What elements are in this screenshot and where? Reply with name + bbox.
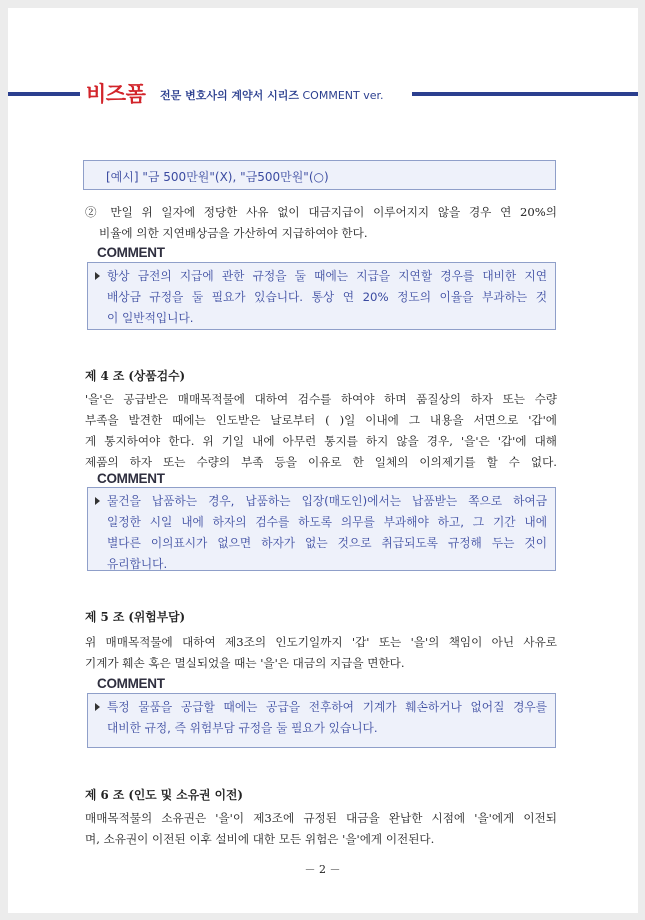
article-5-body: [85, 632, 557, 674]
clause-2-line: ② 만일 위 일자에 정당한 사유 없이 대금지급이 이루어지지 않을 경우 연 20%의: [85, 205, 557, 219]
article-6-title: 제 6 조 (인도 및 소유권 이전): [85, 788, 243, 802]
article-line: '을'은 공급받은 매매목적물에 대하여 검수를 하여야 하며 품질상의 하자 또는 수량: [85, 392, 557, 406]
clause-2-line: 비율에 의한 지연배상금을 가산하여 지급하여야 한다.: [99, 226, 368, 240]
header-subtitle: [160, 87, 384, 103]
comment-line: 유리합니다.: [107, 557, 168, 571]
page-number: － 2 －: [304, 863, 341, 876]
bullet-arrow-icon: [95, 272, 100, 280]
clause-2: [85, 202, 557, 244]
article-line: 부족을 발견한 때에는 인도받은 날로부터 ( )일 이내에 그 내용을 서면으로 '갑'에: [85, 413, 557, 427]
header-subtitle-series: 전문 변호사의 계약서 시리즈: [160, 89, 299, 102]
comment-line: 항상 금전의 지급에 관한 규정을 둘 때에는 지급을 지연할 경우를 대비한 지연: [107, 269, 547, 283]
article-line: 며, 소유권이 이전된 이후 설비에 대한 모든 위험은 '을'에게 이전된다.: [85, 832, 435, 846]
comment-label: COMMENT: [97, 676, 165, 691]
header-rule-right: [412, 92, 638, 96]
comment-label: COMMENT: [97, 471, 165, 486]
comment-line: 배상금 규정을 둘 필요가 있습니다. 통상 연 20% 정도의 이율을 부과하는 것: [107, 290, 547, 304]
comment-box: [87, 262, 556, 330]
bullet-arrow-icon: [95, 703, 100, 711]
article-line: 위 매매목적물에 대하여 제3조의 인도기일까지 '갑' 또는 '을'의 책임이 아닌 사유로: [85, 635, 557, 649]
comment-line: 일정한 시일 내에 하자의 검수를 하도록 의무를 부과해야 하고, 그 기간 내에: [107, 515, 547, 529]
comment-line: 이 일반적입니다.: [107, 311, 194, 325]
article-5-title: 제 5 조 (위험부담): [85, 610, 186, 624]
comment-line: 대비한 규정, 즉 위험부담 규정을 둘 필요가 있습니다.: [107, 721, 378, 735]
article-line: 기계가 훼손 혹은 멸실되었을 때는 '을'은 대금의 지급을 면한다.: [85, 656, 405, 670]
article-4-title: 제 4 조 (상품검수): [85, 369, 186, 383]
article-line: 매매목적물의 소유권은 '을'이 제3조에 규정된 대금을 완납한 시점에 '을'에게 이전되: [85, 811, 557, 825]
comment-line: 별다른 이의표시가 없으면 하자가 없는 것으로 취급되도록 규정해 두는 것이: [107, 536, 547, 550]
article-4-body: [85, 389, 557, 473]
article-line: 제품의 하자 또는 수량의 부족 등을 이유로 한 일체의 이의제기를 할 수 없다.: [85, 455, 557, 469]
comment-label: COMMENT: [97, 245, 165, 260]
header-subtitle-version: COMMENT ver.: [299, 89, 384, 102]
brand-logo: 비즈폼: [86, 82, 146, 106]
header-rule-left: [8, 92, 80, 96]
comment-box: [87, 487, 556, 571]
comment-line: 특정 물품을 공급할 때에는 공급을 전후하여 기계가 훼손하거나 없어질 경우를: [107, 700, 547, 714]
comment-box: [87, 693, 556, 748]
example-box: [예시] "금 500만원"(X), "금500만원"(○): [83, 160, 556, 190]
article-line: 게 통지하여야 한다. 위 기일 내에 아무런 통지를 하지 않을 경우, '을'은 '갑'에 대해: [85, 434, 557, 448]
bullet-arrow-icon: [95, 497, 100, 505]
article-6-body: [85, 808, 557, 850]
comment-line: 물건을 납품하는 경우, 납품하는 입장(매도인)에서는 납품받는 쪽으로 하여금: [107, 494, 547, 508]
